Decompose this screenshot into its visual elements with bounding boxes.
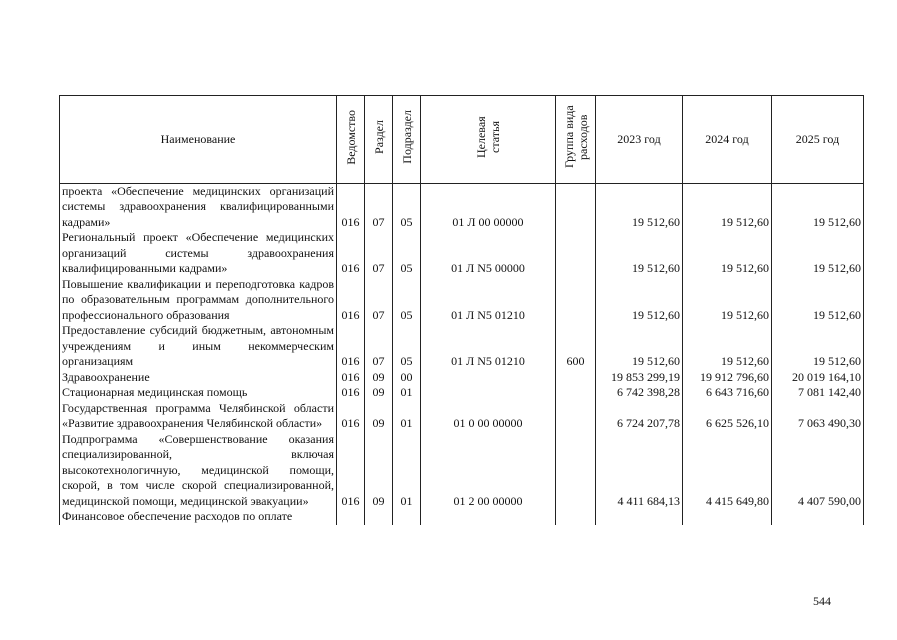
- cell-section: 07: [365, 323, 393, 370]
- cell-name: Предоставление субсидий бюджетным, автономным учреждениям и иным некоммерческим организациям: [60, 323, 337, 370]
- table-row: [60, 432, 864, 510]
- cell-expense-group: [556, 277, 596, 324]
- cell-department: 016: [337, 277, 365, 324]
- cell-department: 016: [337, 370, 365, 386]
- cell-expense-group: [556, 401, 596, 432]
- page-number: 544: [813, 594, 831, 608]
- cell-target: [421, 370, 556, 386]
- cell-section: 09: [365, 385, 393, 401]
- header-expense-group-label: Группа вида расходов: [561, 105, 590, 169]
- header-row: [60, 96, 864, 184]
- cell-target: [421, 509, 556, 525]
- cell-section: 07: [365, 277, 393, 324]
- cell-section: [365, 509, 393, 525]
- cell-section: 09: [365, 370, 393, 386]
- cell-section: 09: [365, 401, 393, 432]
- cell-2023: 6 724 207,78: [596, 401, 683, 432]
- cell-section: 09: [365, 432, 393, 510]
- cell-department: 016: [337, 183, 365, 230]
- cell-2024: 19 512,60: [683, 277, 772, 324]
- cell-name: Государственная программа Челябинской области «Развитие здравоохранения Челябинской области»: [60, 401, 337, 432]
- cell-target: 01 0 00 00000: [421, 401, 556, 432]
- header-expense-group: [556, 96, 596, 184]
- table-row: [60, 509, 864, 525]
- cell-target: 01 Л N5 01210: [421, 277, 556, 324]
- cell-2025: 4 407 590,00: [772, 432, 864, 510]
- cell-2025: 19 512,60: [772, 183, 864, 230]
- table-row: [60, 401, 864, 432]
- cell-target: 01 Л N5 01210: [421, 323, 556, 370]
- cell-expense-group: [556, 385, 596, 401]
- cell-2024: 6 625 526,10: [683, 401, 772, 432]
- header-department-label: Ведомство: [343, 109, 358, 165]
- cell-2024: 19 512,60: [683, 323, 772, 370]
- cell-2023: 19 512,60: [596, 230, 683, 277]
- cell-2025: 19 512,60: [772, 277, 864, 324]
- cell-2023: 19 512,60: [596, 183, 683, 230]
- table-row: [60, 277, 864, 324]
- cell-name: Финансовое обеспечение расходов по оплате: [60, 509, 337, 525]
- header-year-2024: 2024 год: [683, 96, 772, 184]
- table-body: [60, 183, 864, 525]
- cell-2024: 4 415 649,80: [683, 432, 772, 510]
- cell-expense-group: [556, 432, 596, 510]
- header-target-label: Целевая статья: [474, 116, 502, 158]
- budget-table: [59, 95, 864, 525]
- cell-section: 07: [365, 230, 393, 277]
- header-subsection: [393, 96, 421, 184]
- cell-department: 016: [337, 323, 365, 370]
- cell-2024: 6 643 716,60: [683, 385, 772, 401]
- cell-name: проекта «Обеспечение медицинских организаций системы здравоохранения квалифицированными кадрами»: [60, 183, 337, 230]
- cell-2023: 19 853 299,19: [596, 370, 683, 386]
- cell-department: 016: [337, 385, 365, 401]
- cell-department: 016: [337, 432, 365, 510]
- cell-2023: 19 512,60: [596, 277, 683, 324]
- cell-2023: [596, 509, 683, 525]
- cell-subsection: 00: [393, 370, 421, 386]
- header-section-label: Раздел: [371, 120, 386, 154]
- header-subsection-label: Подраздел: [399, 110, 414, 164]
- cell-2025: 7 081 142,40: [772, 385, 864, 401]
- cell-2025: 7 063 490,30: [772, 401, 864, 432]
- table-row: [60, 385, 864, 401]
- cell-2023: 4 411 684,13: [596, 432, 683, 510]
- cell-2024: [683, 509, 772, 525]
- cell-target: [421, 385, 556, 401]
- cell-subsection: 01: [393, 432, 421, 510]
- cell-name: Повышение квалификации и переподготовка кадров по образовательным программам дополнительного профессионального образования: [60, 277, 337, 324]
- cell-subsection: 01: [393, 401, 421, 432]
- cell-name: Подпрограмма «Совершенствование оказания специализированной, включая высокотехнологичную, медицинской помощи, скорой, в том числе скорой специализированной, медицинской помощи, медицинской эвакуации»: [60, 432, 337, 510]
- cell-expense-group: 600: [556, 323, 596, 370]
- cell-subsection: 05: [393, 277, 421, 324]
- cell-subsection: 05: [393, 183, 421, 230]
- cell-expense-group: [556, 183, 596, 230]
- cell-expense-group: [556, 230, 596, 277]
- cell-expense-group: [556, 370, 596, 386]
- header-section: [365, 96, 393, 184]
- cell-name: Региональный проект «Обеспечение медицинских организаций системы здравоохранения квалифицированными кадрами»: [60, 230, 337, 277]
- header-target: [421, 96, 556, 184]
- table-row: [60, 230, 864, 277]
- cell-target: 01 Л 00 00000: [421, 183, 556, 230]
- cell-name: Здравоохранение: [60, 370, 337, 386]
- cell-2025: 19 512,60: [772, 323, 864, 370]
- cell-subsection: [393, 509, 421, 525]
- cell-subsection: 05: [393, 323, 421, 370]
- cell-section: 07: [365, 183, 393, 230]
- header-name: Наименование: [60, 96, 337, 184]
- cell-2024: 19 512,60: [683, 230, 772, 277]
- cell-2024: 19 912 796,60: [683, 370, 772, 386]
- cell-2024: 19 512,60: [683, 183, 772, 230]
- cell-2025: [772, 509, 864, 525]
- cell-department: [337, 509, 365, 525]
- header-department: [337, 96, 365, 184]
- cell-2025: 19 512,60: [772, 230, 864, 277]
- table-row: [60, 370, 864, 386]
- cell-2023: 6 742 398,28: [596, 385, 683, 401]
- cell-subsection: 01: [393, 385, 421, 401]
- cell-2023: 19 512,60: [596, 323, 683, 370]
- cell-department: 016: [337, 401, 365, 432]
- cell-2025: 20 019 164,10: [772, 370, 864, 386]
- table-row: [60, 323, 864, 370]
- cell-expense-group: [556, 509, 596, 525]
- cell-department: 016: [337, 230, 365, 277]
- header-year-2025: 2025 год: [772, 96, 864, 184]
- header-year-2023: 2023 год: [596, 96, 683, 184]
- cell-name: Стационарная медицинская помощь: [60, 385, 337, 401]
- cell-target: 01 Л N5 00000: [421, 230, 556, 277]
- table-row: [60, 183, 864, 230]
- cell-subsection: 05: [393, 230, 421, 277]
- cell-target: 01 2 00 00000: [421, 432, 556, 510]
